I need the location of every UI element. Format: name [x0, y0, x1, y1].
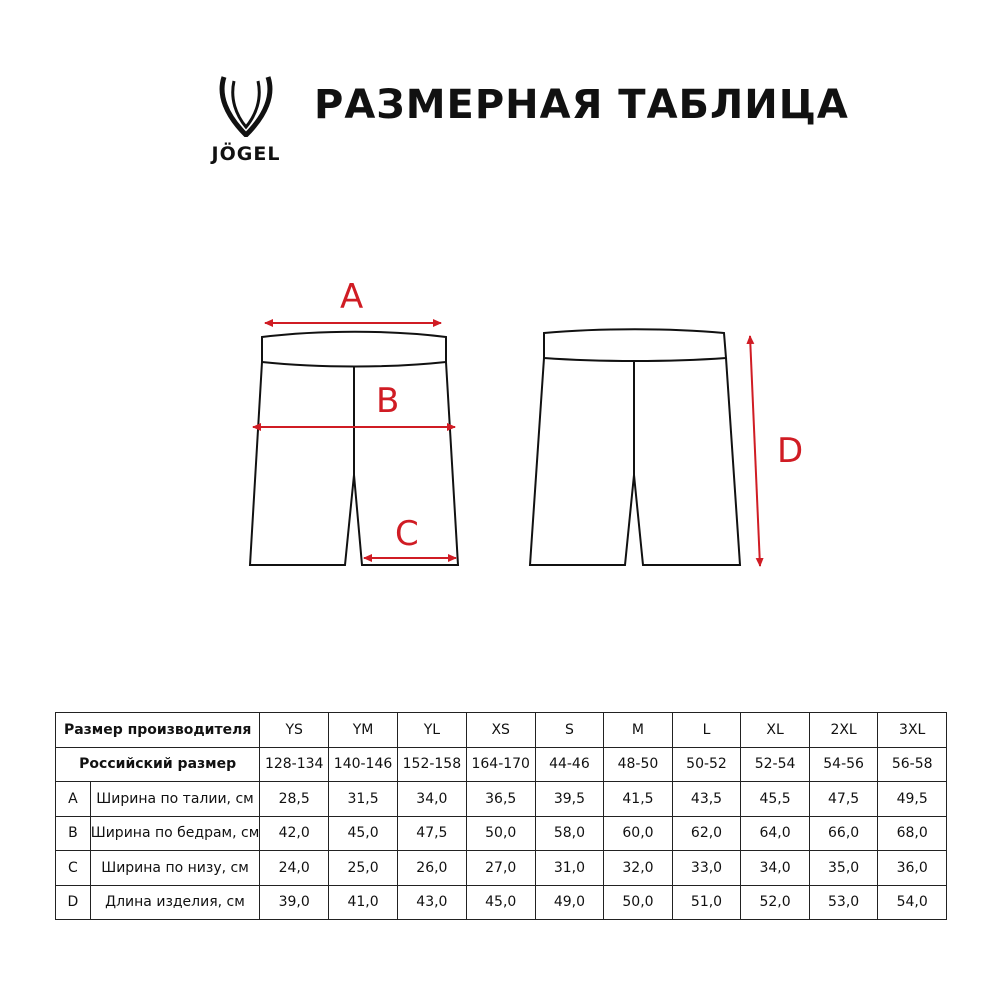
table-cell: XL [741, 713, 810, 748]
measure-c-label: C [395, 514, 419, 554]
table-cell: 60,0 [604, 816, 673, 851]
table-cell: 39,5 [535, 782, 604, 817]
table-cell: 52-54 [741, 747, 810, 782]
table-cell: 49,0 [535, 885, 604, 920]
row-label: Длина изделия, см [90, 885, 260, 920]
table-cell: 51,0 [672, 885, 741, 920]
table-cell: 50,0 [466, 816, 535, 851]
table-cell: 24,0 [260, 851, 329, 886]
table-cell: 25,0 [329, 851, 398, 886]
measure-d-arrow [750, 336, 760, 566]
table-cell: 52,0 [741, 885, 810, 920]
table-cell: 3XL [878, 713, 947, 748]
russian-size-row [56, 747, 947, 782]
table-cell: 26,0 [397, 851, 466, 886]
table-cell: YL [397, 713, 466, 748]
table-cell: 44-46 [535, 747, 604, 782]
table-cell: 34,0 [397, 782, 466, 817]
russian-size-header: Российский размер [56, 747, 260, 782]
table-cell: 28,5 [260, 782, 329, 817]
table-cell: 152-158 [397, 747, 466, 782]
table-cell: 140-146 [329, 747, 398, 782]
table-cell: 33,0 [672, 851, 741, 886]
table-cell: 41,5 [604, 782, 673, 817]
row-letter: D [56, 885, 91, 920]
measurement-row-d [56, 885, 947, 920]
table-cell: 34,0 [741, 851, 810, 886]
table-cell: L [672, 713, 741, 748]
table-cell: 45,0 [466, 885, 535, 920]
row-label: Ширина по низу, см [90, 851, 260, 886]
measure-d-label: D [777, 431, 804, 471]
size-table [55, 712, 947, 920]
shorts-front-view [250, 332, 458, 565]
table-cell: YS [260, 713, 329, 748]
row-letter: C [56, 851, 91, 886]
table-cell: 56-58 [878, 747, 947, 782]
table-cell: 54,0 [878, 885, 947, 920]
table-cell: 31,5 [329, 782, 398, 817]
table-cell: S [535, 713, 604, 748]
table-cell: 164-170 [466, 747, 535, 782]
table-cell: 45,0 [329, 816, 398, 851]
table-cell: 45,5 [741, 782, 810, 817]
table-cell: 54-56 [809, 747, 878, 782]
table-cell: 68,0 [878, 816, 947, 851]
table-cell: M [604, 713, 673, 748]
row-label: Ширина по бедрам, см [90, 816, 260, 851]
table-cell: 43,5 [672, 782, 741, 817]
measurement-row-a [56, 782, 947, 817]
table-cell: 50-52 [672, 747, 741, 782]
table-cell: XS [466, 713, 535, 748]
logo-wordmark: JÖGEL [211, 143, 281, 165]
table-cell: 39,0 [260, 885, 329, 920]
manufacturer-size-header: Размер производителя [56, 713, 260, 748]
table-cell: 47,5 [809, 782, 878, 817]
table-cell: 36,5 [466, 782, 535, 817]
row-label: Ширина по талии, см [90, 782, 260, 817]
measure-b-label: B [376, 381, 400, 421]
table-cell: 53,0 [809, 885, 878, 920]
manufacturer-size-row [56, 713, 947, 748]
table-cell: 36,0 [878, 851, 947, 886]
table-cell: 42,0 [260, 816, 329, 851]
table-cell: 128-134 [260, 747, 329, 782]
table-cell: 31,0 [535, 851, 604, 886]
table-cell: 64,0 [741, 816, 810, 851]
page-title: РАЗМЕРНАЯ ТАБЛИЦА [314, 82, 849, 128]
table-cell: 58,0 [535, 816, 604, 851]
table-cell: 27,0 [466, 851, 535, 886]
table-cell: 35,0 [809, 851, 878, 886]
table-cell: 41,0 [329, 885, 398, 920]
table-cell: 47,5 [397, 816, 466, 851]
table-cell: YM [329, 713, 398, 748]
measure-a-label: A [340, 277, 364, 317]
table-cell: 66,0 [809, 816, 878, 851]
row-letter: B [56, 816, 91, 851]
measurement-row-b [56, 816, 947, 851]
table-cell: 50,0 [604, 885, 673, 920]
table-cell: 2XL [809, 713, 878, 748]
table-cell: 43,0 [397, 885, 466, 920]
row-letter: A [56, 782, 91, 817]
shorts-back-view [530, 329, 740, 565]
table-cell: 32,0 [604, 851, 673, 886]
table-cell: 48-50 [604, 747, 673, 782]
table-cell: 49,5 [878, 782, 947, 817]
measurement-row-c [56, 851, 947, 886]
table-cell: 62,0 [672, 816, 741, 851]
